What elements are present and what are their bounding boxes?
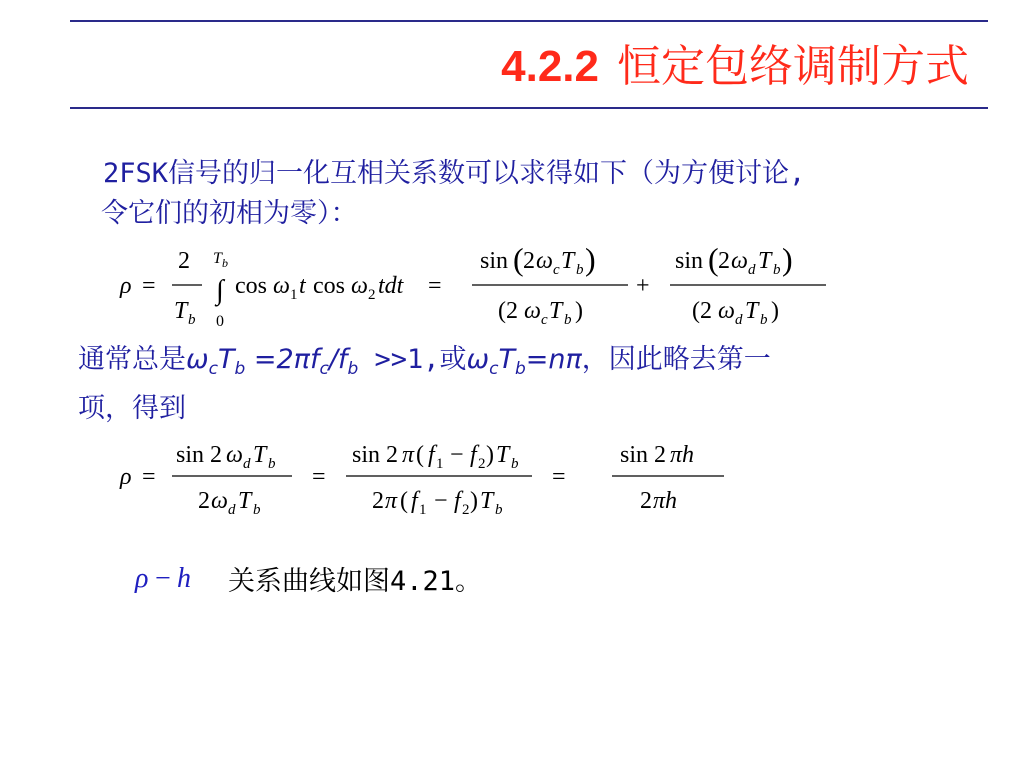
omega-symbol: ω [186, 344, 209, 375]
sub-b: b [234, 359, 246, 379]
svg-text:T: T [253, 442, 267, 468]
correlation-equation-approx [120, 438, 740, 523]
svg-text:T: T [745, 298, 759, 324]
eq-n-pi: =nπ [525, 344, 582, 375]
approximation-line-1 [78, 340, 998, 389]
svg-text:b: b [253, 502, 261, 518]
svg-text:=: = [142, 273, 156, 299]
svg-text:f: f [470, 442, 477, 468]
svg-text:ω: ω [211, 488, 228, 514]
slash-symbol: / [328, 344, 338, 375]
svg-text:b: b [760, 312, 768, 328]
svg-text:sin 2: sin 2 [352, 442, 399, 468]
svg-text:T: T [549, 298, 563, 324]
f-symbol-2: f [337, 344, 348, 375]
T-symbol-2: T [498, 344, 515, 375]
svg-text:1: 1 [436, 456, 444, 472]
svg-text:∫: ∫ [216, 275, 224, 306]
svg-text:T: T [213, 250, 222, 267]
svg-text:cos: cos [313, 273, 345, 299]
approximation-paragraph [78, 340, 998, 429]
svg-text:2: 2 [523, 248, 535, 274]
svg-text:2: 2 [178, 248, 190, 274]
rho-h-formula [135, 560, 215, 596]
section-number: 4.2.2 [501, 42, 599, 91]
svg-text:πh: πh [653, 488, 678, 514]
top-rule [70, 20, 988, 22]
pi-symbol: π [293, 344, 310, 375]
svg-text:(2: (2 [498, 298, 518, 324]
svg-text:): ) [585, 241, 596, 277]
svg-text:T: T [480, 488, 494, 514]
svg-text:b: b [564, 312, 572, 328]
approximation-line-2: 项，得到 [78, 393, 186, 424]
svg-text:ρ: ρ [135, 563, 149, 594]
correlation-equation-full [120, 240, 840, 335]
intro-paragraph [103, 154, 993, 234]
svg-text:b: b [268, 456, 276, 472]
svg-text:2: 2 [478, 456, 486, 472]
svg-text:−: − [434, 488, 448, 514]
svg-text:T: T [561, 248, 575, 274]
svg-text:(: ( [416, 442, 424, 468]
svg-text:b: b [188, 312, 196, 328]
svg-text:(2: (2 [692, 298, 712, 324]
svg-text:2: 2 [462, 502, 470, 518]
f-symbol: f [309, 344, 320, 375]
svg-text:=: = [142, 464, 156, 490]
omega-symbol-2: ω [466, 344, 490, 375]
svg-text:c: c [553, 262, 560, 278]
svg-text:2: 2 [198, 488, 210, 514]
svg-text:f: f [411, 488, 418, 514]
svg-text:(: ( [708, 241, 719, 277]
svg-text:ω: ω [226, 442, 243, 468]
svg-text:(: ( [400, 488, 408, 514]
svg-text:ρ: ρ [120, 464, 132, 490]
svg-text:T: T [238, 488, 252, 514]
svg-text:b: b [495, 502, 503, 518]
svg-text:b: b [222, 256, 228, 270]
sub-b-3: b [515, 359, 526, 379]
svg-text:=: = [552, 464, 566, 490]
figure-reference: 关系曲线如图4.21。 [228, 566, 483, 597]
svg-text:ρ: ρ [120, 273, 132, 299]
svg-text:ω: ω [731, 248, 748, 274]
svg-text:tdt: tdt [378, 273, 404, 299]
svg-text:2: 2 [372, 488, 384, 514]
sub-c-2: c [319, 359, 329, 379]
svg-text:sin: sin [675, 248, 704, 274]
svg-text:T: T [496, 442, 510, 468]
svg-text:sin 2: sin 2 [620, 442, 667, 468]
T-symbol: T [217, 344, 235, 375]
svg-text:=: = [428, 273, 442, 299]
svg-text:t: t [299, 273, 306, 299]
svg-text:=: = [312, 464, 326, 490]
svg-text:πh: πh [670, 442, 695, 468]
svg-text:): ) [470, 488, 478, 514]
svg-text:): ) [771, 298, 779, 324]
svg-text:+: + [636, 273, 650, 299]
svg-text:b: b [511, 456, 519, 472]
svg-text:(: ( [513, 241, 524, 277]
svg-text:ω: ω [524, 298, 541, 324]
svg-text:cos: cos [235, 273, 267, 299]
svg-text:π: π [402, 442, 415, 468]
svg-text:sin: sin [480, 248, 509, 274]
svg-text:c: c [541, 312, 548, 328]
svg-text:−: − [155, 563, 171, 594]
svg-text:ω: ω [351, 273, 368, 299]
approx-mid: =2 [245, 344, 294, 375]
svg-text:h: h [177, 563, 191, 594]
bottom-rule [70, 107, 988, 109]
svg-text:2: 2 [640, 488, 652, 514]
slide-title [501, 30, 969, 94]
intro-line-2: 令它们的初相为零）： [101, 198, 358, 229]
svg-text:): ) [782, 241, 793, 277]
svg-text:T: T [758, 248, 772, 274]
approx-prefix: 通常总是 [78, 344, 186, 375]
svg-text:π: π [385, 488, 398, 514]
approx-tail: >>1,或 [358, 344, 467, 375]
svg-text:ω: ω [718, 298, 735, 324]
sub-c: c [208, 359, 218, 379]
section-title: 恒定包络调制方式 [617, 41, 969, 92]
intro-line-1: 2FSK信号的归一化互相关系数可以求得如下（为方便讨论, [103, 158, 806, 189]
svg-text:): ) [575, 298, 583, 324]
svg-text:): ) [486, 442, 494, 468]
svg-text:sin 2: sin 2 [176, 442, 223, 468]
svg-text:d: d [243, 456, 251, 472]
sub-c-3: c [489, 359, 499, 379]
svg-text:f: f [454, 488, 461, 514]
svg-text:1: 1 [290, 287, 298, 303]
svg-text:d: d [735, 312, 743, 328]
sub-b-2: b [347, 359, 359, 379]
svg-text:b: b [773, 262, 781, 278]
svg-text:f: f [428, 442, 435, 468]
svg-text:ω: ω [536, 248, 553, 274]
svg-text:ω: ω [273, 273, 290, 299]
approx-suffix: ，因此略去第一 [581, 344, 771, 375]
svg-text:d: d [228, 502, 236, 518]
svg-text:d: d [748, 262, 756, 278]
svg-text:−: − [450, 442, 464, 468]
svg-text:0: 0 [216, 313, 224, 330]
svg-text:2: 2 [368, 287, 376, 303]
svg-text:b: b [576, 262, 584, 278]
svg-text:1: 1 [419, 502, 427, 518]
svg-text:2: 2 [718, 248, 730, 274]
svg-text:T: T [174, 298, 188, 324]
